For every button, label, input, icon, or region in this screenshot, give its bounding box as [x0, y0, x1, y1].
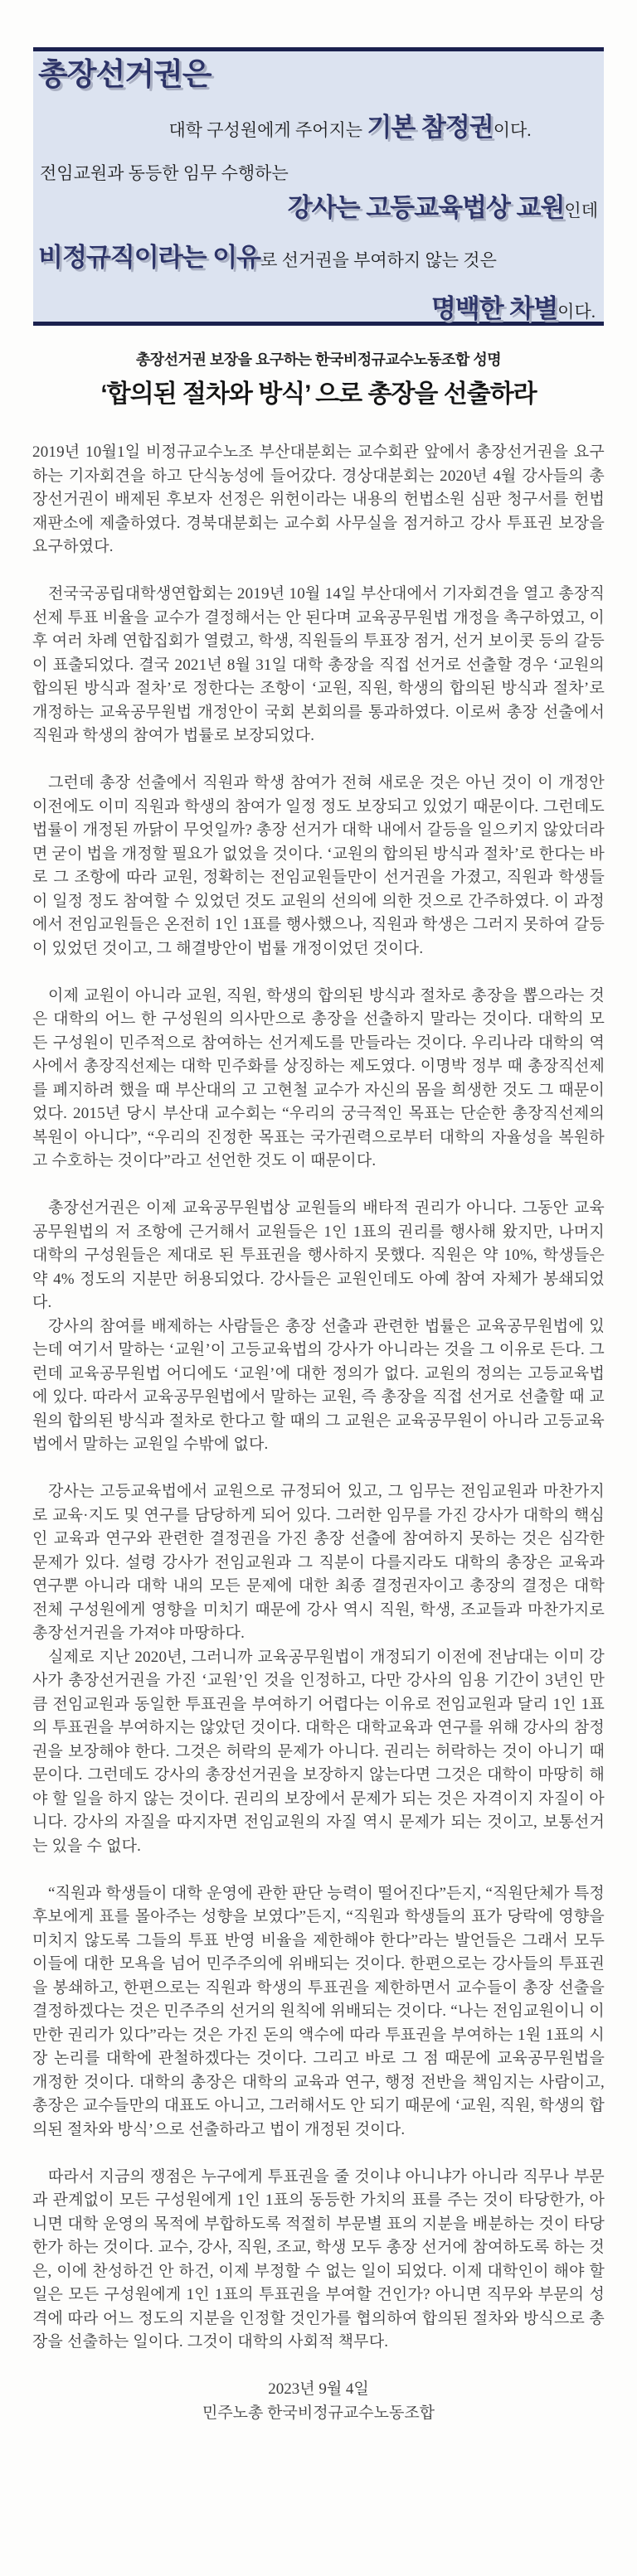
body-paragraph: 전국국공립대학생연합회는 2019년 10월 14일 부산대에서 기자회견을 열고 총장직선제 투표 비율을 교수가 결정해서는 안 된다며 교육공무원법 개정을 촉구하였고, 이후 여러 차례 연합집회가 열렸고, 학생, 직원들의 투표장 점거, 선거 보이콧 등의 갈등이 표출되었다. 결국 2021년 8월 31일 대학 총장을 직접 선거로 선출할 경우 ‘교원의 합의된 방식과 절차’로 정한다는 조항이 ‘교원, 직원, 학생의 합의된 방식과 절차’로 개정하는 교육공무원법 개정안이 국회 본회의를 통과하였다. 이로써 총장 선출에서 직원과 학생의 참여가 법률로 보장되었다. — [32, 585, 605, 744]
banner-line-3 — [38, 162, 599, 185]
body-paragraph: 총장선거권은 이제 교육공무원법상 교원들의 배타적 권리가 아니다. 그동안 교육공무원법의 저 조항에 근거해서 교원들은 1인 1표의 권리를 행사해 왔지만, 나머지 대학의 구성원들은 제대로 된 투표권을 행사하지 못했다. 직원은 약 10%, 학생들은 약 4% 정도의 지분만 허용되었다. 강사들은 교원인데도 아예 참여 자체가 봉쇄되었다. — [32, 1199, 605, 1311]
banner-line6-post: 이다. — [557, 302, 596, 322]
banner-line3-text: 전임교원과 동등한 임무 수행하는 — [40, 163, 289, 183]
banner-line2-strong: 기본 참정권 — [367, 113, 494, 142]
body-paragraphs — [0, 441, 637, 2425]
banner-line-2 — [38, 109, 599, 148]
banner-line5-strong: 비정규직이라는 이유 — [38, 243, 261, 272]
body-paragraph: “직원과 학생들이 대학 운영에 관한 판단 능력이 떨어진다”든지, “직원단체가 특정 후보에게 표를 몰아주는 성향을 보였다”든지, “직원과 학생들의 표가 당락에 영향을 미치지 않도록 그들의 투표 반영 비율을 제한해야 한다”라는 발언들은 그래서 모두 이들에 대한 모욕을 넘어 민주주의에 위배되는 것이다. 한편으로는 강사들의 투표권을 봉쇄하고, 한편으로는 직원과 학생의 투표권을 제한하면서 교수들이 총장 선출을 결정하겠다는 것은 민주주의 선거의 원칙에 위배되는 것이다. “나는 전임교원이니 이만한 권리가 있다”라는 것은 가진 돈의 액수에 따라 투표권을 부여하는 1원 1표의 시장 논리를 대학에 관철하겠다는 것이다. 그리고 바로 그 점 때문에 교육공무원법을 개정한 것이다. 대학의 총장은 대학의 교육과 연구, 행정 전반을 책임지는 사람이고, 총장은 교수들만의 대표도 아니고, 그러해서도 안 되기 때문에 ‘교원, 직원, 학생의 합의된 절차와 방식’으로 선출하라고 법이 개정된 것이다. — [32, 1884, 605, 2138]
banner-headline — [38, 56, 599, 94]
statement-title: ‘합의된 절차와 방식’ 으로 총장을 선출하라 — [100, 380, 537, 408]
body-paragraph: 강사의 참여를 배제하는 사람들은 총장 선출과 관련한 법률은 교육공무원법에 있는데 여기서 말하는 ‘교원’이 고등교육법의 강사가 아니라는 것을 그 이유로 든다. 그런데 교육공무원법 어디에도 ‘교원’에 대한 정의가 없다. 교원의 정의는 고등교육법에 있다. 따라서 교육공무원법에서 말하는 교원, 즉 총장을 직접 선거로 선출할 때 교원의 합의된 방식과 절차로 한다고 할 때의 그 교원은 교육공무원이 아니라 고등교육법에서 말하는 교원일 수밖에 없다. — [32, 1317, 605, 1453]
body-paragraph: 따라서 지금의 쟁점은 누구에게 투표권을 줄 것이냐 아니냐가 아니라 직무나 부문과 관계없이 모든 구성원에게 1인 1표의 동등한 가치의 표를 주는 것이 타당한가, 아니면 대학 운영의 목적에 부합하도록 적절히 부문별 표의 지분을 배분하는 것이 타당한가 하는 것이다. 교수, 강사, 직원, 조교, 학생 모두 총장 선거에 참여하도록 하는 것은, 이에 찬성하건 안 하건, 이제 부정할 수 없는 일이 되었다. 이제 대학인이 해야 할 일은 모든 구성원에게 1인 1표의 투표권을 부여할 건인가? 아니면 직무와 부문의 성격에 따라 어느 정도의 지분을 인정할 것인가를 협의하여 합의된 절차와 방식으로 총장을 선출하는 일이다. 그것이 대학의 사회적 책무다. — [32, 2167, 605, 2351]
banner-line4-post: 인데 — [564, 201, 598, 220]
banner-line4-strong: 강사는 고등교육법상 교원 — [287, 193, 565, 222]
body-paragraph: 실제로 지난 2020년, 그러니까 교육공무원법이 개정되기 이전에 전남대는 이미 강사가 총장선거권을 가진 ‘교원’인 것을 인정하고, 다만 강사의 임용 기간이 3년인 만큼 전임교원과 동일한 투표권을 부여하기 어렵다는 이유로 전임교원과 달리 1인 1표의 투표권을 부여하지는 않았던 것이다. 대학은 대학교육과 연구를 위해 강사의 참정권을 보장해야 한다. 그것은 허락의 문제가 아니다. 권리는 허락하는 것이 아니기 때문이다. 그런데도 강사의 총장선거권을 보장하지 않는다면 그것은 대학이 마땅히 해야 할 일을 하지 않는 것이다. 권리의 보장에서 문제가 되는 것은 자격이지 자질이 아니다. 강사의 자질을 따지자면 전임교원의 자질 역시 문제가 되는 것이고, 보통선거는 있을 수 없다. — [32, 1648, 605, 1855]
banner-line-6 — [38, 291, 599, 330]
banner-line-4 — [38, 189, 599, 230]
banner-line2-pre: 대학 구성원에게 주어지는 — [168, 120, 367, 140]
organization-signature: 민주노총 한국비정규교수노동조합 — [202, 2404, 435, 2422]
body-paragraph: 그런데 총장 선출에서 직원과 학생 참여가 전혀 새로운 것은 아닌 것이 이 개정안 이전에도 이미 직원과 학생의 참여가 일정 정도 보장되고 있었기 때문이다. 그런데도 법률이 개정된 까닭이 무엇일까? 총장 선거가 대학 내에서 갈등을 일으키지 않았더라면 굳이 법을 개정할 필요가 없었을 것이다. ‘교원의 합의된 방식과 절차’로 한다는 바로 그 조항에 따라 교원, 정확히는 전임교원들만이 선거권을 가졌고, 직원과 학생들이 일정 정도 참여할 수 있었던 것도 교원의 선의에 의한 것으로 간주하였다. 이 과정에서 전임교원들은 온전히 1인 1표를 행사했으나, 직원과 학생은 그러지 못하여 갈등이 있었던 것이고, 그 해결방안이 법률 개정이었던 것이다. — [32, 774, 605, 957]
banner-line5-post: 로 선거권을 부여하지 않는 것은 — [260, 250, 497, 270]
banner-line-5 — [38, 239, 599, 279]
body-paragraph: 강사는 고등교육법에서 교원으로 규정되어 있고, 그 임무는 전임교원과 마찬가지로 교육·지도 및 연구를 담당하게 되어 있다. 그러한 임무를 가진 강사가 대학의 핵심인 교육과 연구와 관련한 결정권을 가진 총장 선출에 참여하지 못하는 것은 심각한 문제가 있다. 설령 강사가 전임교원과 그 직분이 다를지라도 대학의 총장은 교육과 연구뿐 아니라 대학 내의 모든 문제에 대한 최종 결정권자이고 총장의 결정은 대학 전체 구성원에게 영향을 미치기 때문에 강사 역시 직원, 학생, 조교들과 마찬가지로 총장선거권을 가져야 마땅하다. — [32, 1483, 605, 1642]
statement-subtitle: 총장선거권 보장을 요구하는 한국비정규교수노동조합 성명 — [135, 351, 502, 368]
body-paragraph: 이제 교원이 아니라 교원, 직원, 학생의 합의된 방식과 절차로 총장을 뽑으라는 것은 대학의 어느 한 구성원의 의사만으로 총장을 선출하지 말라는 것이다. 대학의 모든 구성원이 민주적으로 참여하는 선거제도를 만들라는 것이다. 우리나라 대학의 역사에서 총장직선제는 대학 민주화를 상징하는 제도였다. 이명박 정부 때 총장직선제를 폐지하려 했을 때 부산대의 고 고현철 교수가 자신의 몸을 희생한 것도 그 때문이었다. 2015년 당시 부산대 교수회는 “우리의 궁극적인 목표는 단순한 총장직선제의 복원이 아니다”, “우리의 진정한 목표는 국가권력으로부터 대학의 자율성을 복원하고 수호하는 것이다”라고 선언한 것도 이 때문이다. — [32, 986, 605, 1169]
banner-line2-post: 이다. — [493, 120, 532, 140]
statement-date: 2023년 9월 4일 — [268, 2380, 369, 2398]
body-paragraph: 2019년 10월1일 비정규교수노조 부산대분회는 교수회관 앞에서 총장선거권을 요구하는 기자회견을 하고 단식농성에 들어갔다. 경상대분회는 2020년 4월 강사들의 총장선거권이 배제된 후보자 선정은 위헌이라는 내용의 헌법소원 심판 청구서를 헌법재판소에 제출하였다. 경북대분회는 교수회 사무실을 점거하고 강사 투표권 보장을 요구하였다. — [32, 443, 605, 555]
banner-headline-text: 총장선거권은 — [38, 57, 212, 91]
banner — [33, 47, 604, 326]
banner-line6-strong: 명백한 차별 — [430, 294, 558, 323]
